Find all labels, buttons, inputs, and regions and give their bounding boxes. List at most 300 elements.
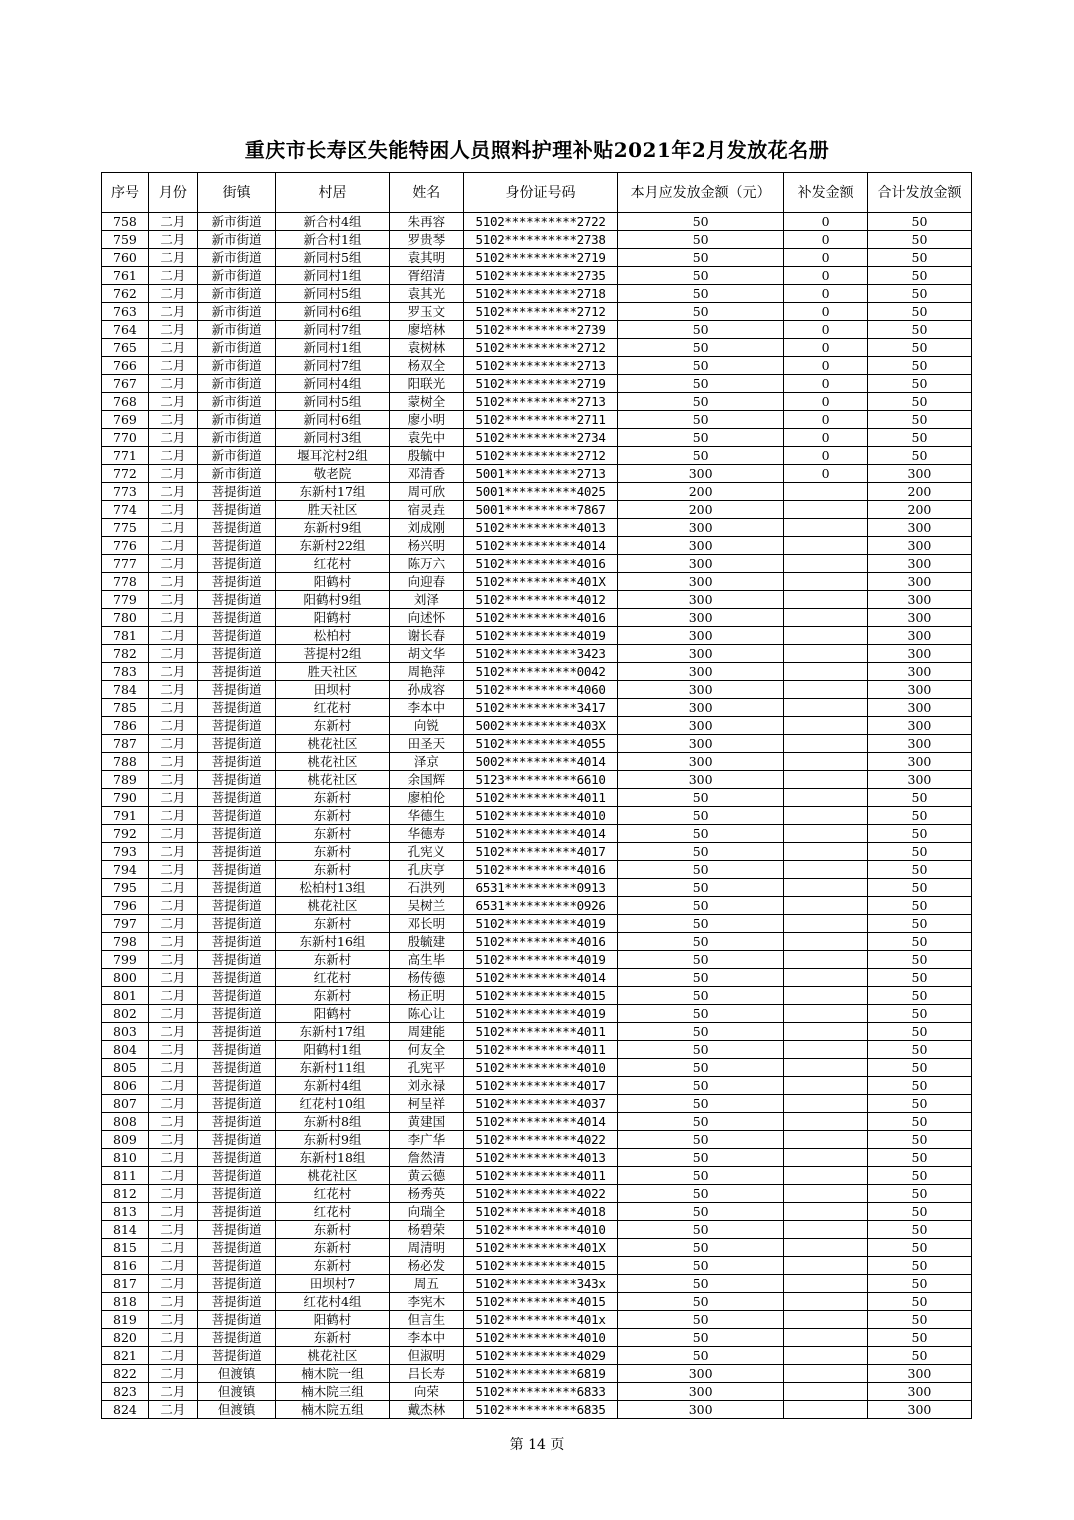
cell-month: 二月 xyxy=(148,1239,197,1257)
cell-town: 菩提街道 xyxy=(197,681,276,699)
cell-seq: 820 xyxy=(102,1329,149,1347)
cell-month: 二月 xyxy=(148,1185,197,1203)
cell-id: 5102**********0042 xyxy=(464,663,618,681)
cell-id: 5102**********4014 xyxy=(464,537,618,555)
cell-village: 新同村7组 xyxy=(276,357,389,375)
cell-total: 50 xyxy=(867,303,971,321)
cell-id: 5102**********4016 xyxy=(464,933,618,951)
table-row xyxy=(102,393,972,411)
cell-seq: 799 xyxy=(102,951,149,969)
cell-back-pay xyxy=(784,1185,868,1203)
table-row xyxy=(102,411,972,429)
cell-village: 桃花社区 xyxy=(276,735,389,753)
cell-total: 50 xyxy=(867,1347,971,1365)
cell-seq: 777 xyxy=(102,555,149,573)
cell-village: 东新村 xyxy=(276,1329,389,1347)
cell-id: 5102**********4019 xyxy=(464,951,618,969)
cell-village: 阳鹤村 xyxy=(276,573,389,591)
cell-village: 红花村 xyxy=(276,1203,389,1221)
cell-seq: 821 xyxy=(102,1347,149,1365)
cell-village: 松柏村13组 xyxy=(276,879,389,897)
cell-village: 新同村1组 xyxy=(276,339,389,357)
cell-total: 300 xyxy=(867,1401,971,1419)
cell-back-pay xyxy=(784,843,868,861)
cell-town: 菩提街道 xyxy=(197,1041,276,1059)
cell-id: 5102**********4012 xyxy=(464,591,618,609)
cell-id: 5001**********2713 xyxy=(464,465,618,483)
cell-total: 50 xyxy=(867,1167,971,1185)
cell-id: 5102**********3423 xyxy=(464,645,618,663)
col-header-town: 街镇 xyxy=(197,173,276,213)
cell-monthly-amount: 50 xyxy=(618,249,784,267)
cell-id: 5102**********4022 xyxy=(464,1185,618,1203)
cell-name: 孔宪平 xyxy=(389,1059,463,1077)
cell-town: 菩提街道 xyxy=(197,1005,276,1023)
table-row xyxy=(102,879,972,897)
table-row xyxy=(102,501,972,519)
cell-total: 50 xyxy=(867,1257,971,1275)
cell-month: 二月 xyxy=(148,1077,197,1095)
cell-back-pay: 0 xyxy=(784,447,868,465)
cell-village: 新同村5组 xyxy=(276,249,389,267)
cell-total: 50 xyxy=(867,1293,971,1311)
cell-back-pay xyxy=(784,1149,868,1167)
cell-back-pay xyxy=(784,987,868,1005)
cell-total: 50 xyxy=(867,321,971,339)
cell-seq: 819 xyxy=(102,1311,149,1329)
cell-seq: 762 xyxy=(102,285,149,303)
cell-id: 5102**********4015 xyxy=(464,1257,618,1275)
cell-town: 菩提街道 xyxy=(197,1095,276,1113)
cell-town: 菩提街道 xyxy=(197,969,276,987)
table-row xyxy=(102,573,972,591)
cell-total: 50 xyxy=(867,1041,971,1059)
cell-seq: 782 xyxy=(102,645,149,663)
cell-town: 但渡镇 xyxy=(197,1365,276,1383)
cell-back-pay xyxy=(784,609,868,627)
cell-total: 50 xyxy=(867,807,971,825)
cell-village: 菩提村2组 xyxy=(276,645,389,663)
cell-back-pay xyxy=(784,933,868,951)
cell-back-pay xyxy=(784,1023,868,1041)
cell-town: 新市街道 xyxy=(197,321,276,339)
cell-name: 周五 xyxy=(389,1275,463,1293)
page-number: 第 14 页 xyxy=(509,1437,565,1453)
table-row xyxy=(102,1113,972,1131)
cell-month: 二月 xyxy=(148,1257,197,1275)
cell-monthly-amount: 50 xyxy=(618,861,784,879)
cell-total: 300 xyxy=(867,555,971,573)
cell-village: 阳鹤村 xyxy=(276,1311,389,1329)
cell-name: 孙成容 xyxy=(389,681,463,699)
cell-name: 殷毓建 xyxy=(389,933,463,951)
cell-town: 菩提街道 xyxy=(197,1221,276,1239)
cell-name: 刘成刚 xyxy=(389,519,463,537)
cell-back-pay xyxy=(784,1257,868,1275)
header-row xyxy=(102,173,972,213)
cell-town: 菩提街道 xyxy=(197,699,276,717)
cell-back-pay: 0 xyxy=(784,357,868,375)
cell-seq: 764 xyxy=(102,321,149,339)
cell-monthly-amount: 50 xyxy=(618,987,784,1005)
cell-monthly-amount: 50 xyxy=(618,969,784,987)
cell-month: 二月 xyxy=(148,231,197,249)
cell-name: 杨传德 xyxy=(389,969,463,987)
cell-back-pay xyxy=(784,1275,868,1293)
cell-seq: 808 xyxy=(102,1113,149,1131)
table-row xyxy=(102,1203,972,1221)
cell-village: 桃花社区 xyxy=(276,771,389,789)
cell-id: 5102**********2713 xyxy=(464,393,618,411)
cell-village: 松柏村 xyxy=(276,627,389,645)
cell-village: 东新村16组 xyxy=(276,933,389,951)
cell-total: 50 xyxy=(867,411,971,429)
cell-village: 东新村4组 xyxy=(276,1077,389,1095)
cell-id: 5102**********4011 xyxy=(464,1023,618,1041)
cell-village: 敬老院 xyxy=(276,465,389,483)
cell-total: 300 xyxy=(867,573,971,591)
cell-seq: 810 xyxy=(102,1149,149,1167)
cell-village: 胜天社区 xyxy=(276,501,389,519)
cell-month: 二月 xyxy=(148,1005,197,1023)
cell-back-pay xyxy=(784,555,868,573)
cell-town: 新市街道 xyxy=(197,213,276,231)
cell-name: 殷毓中 xyxy=(389,447,463,465)
cell-town: 菩提街道 xyxy=(197,591,276,609)
table-row xyxy=(102,1023,972,1041)
table-row xyxy=(102,1365,972,1383)
cell-month: 二月 xyxy=(148,1167,197,1185)
table-row xyxy=(102,465,972,483)
col-header-total: 合计发放金额 xyxy=(867,173,971,213)
table-row xyxy=(102,681,972,699)
cell-total: 300 xyxy=(867,1365,971,1383)
cell-id: 5102**********6833 xyxy=(464,1383,618,1401)
cell-monthly-amount: 50 xyxy=(618,1203,784,1221)
table-row xyxy=(102,1293,972,1311)
cell-total: 200 xyxy=(867,501,971,519)
cell-monthly-amount: 50 xyxy=(618,1257,784,1275)
col-header-monthly-amount: 本月应发放金额（元） xyxy=(618,173,784,213)
cell-village: 东新村17组 xyxy=(276,1023,389,1041)
cell-monthly-amount: 50 xyxy=(618,879,784,897)
cell-name: 阳联光 xyxy=(389,375,463,393)
cell-village: 新同村3组 xyxy=(276,429,389,447)
cell-back-pay xyxy=(784,1221,868,1239)
cell-back-pay xyxy=(784,717,868,735)
cell-name: 杨秀英 xyxy=(389,1185,463,1203)
cell-total: 50 xyxy=(867,249,971,267)
cell-name: 朱再容 xyxy=(389,213,463,231)
cell-total: 50 xyxy=(867,915,971,933)
cell-seq: 770 xyxy=(102,429,149,447)
cell-total: 300 xyxy=(867,645,971,663)
cell-total: 50 xyxy=(867,231,971,249)
cell-monthly-amount: 300 xyxy=(618,555,784,573)
cell-monthly-amount: 50 xyxy=(618,429,784,447)
cell-seq: 798 xyxy=(102,933,149,951)
cell-month: 二月 xyxy=(148,951,197,969)
table-row xyxy=(102,717,972,735)
cell-monthly-amount: 50 xyxy=(618,303,784,321)
cell-id: 5102**********2719 xyxy=(464,375,618,393)
cell-total: 50 xyxy=(867,951,971,969)
cell-village: 东新村 xyxy=(276,789,389,807)
cell-name: 胥绍清 xyxy=(389,267,463,285)
cell-monthly-amount: 50 xyxy=(618,1005,784,1023)
cell-month: 二月 xyxy=(148,1383,197,1401)
cell-monthly-amount: 50 xyxy=(618,789,784,807)
cell-town: 菩提街道 xyxy=(197,1131,276,1149)
cell-id: 5102**********4015 xyxy=(464,987,618,1005)
cell-back-pay xyxy=(784,1329,868,1347)
cell-monthly-amount: 300 xyxy=(618,663,784,681)
cell-total: 50 xyxy=(867,1311,971,1329)
cell-village: 新同村4组 xyxy=(276,375,389,393)
cell-month: 二月 xyxy=(148,807,197,825)
cell-name: 柯呈祥 xyxy=(389,1095,463,1113)
cell-total: 300 xyxy=(867,627,971,645)
cell-back-pay xyxy=(784,915,868,933)
cell-monthly-amount: 50 xyxy=(618,411,784,429)
cell-monthly-amount: 50 xyxy=(618,807,784,825)
cell-town: 菩提街道 xyxy=(197,1023,276,1041)
cell-back-pay: 0 xyxy=(784,267,868,285)
cell-village: 阳鹤村9组 xyxy=(276,591,389,609)
cell-monthly-amount: 50 xyxy=(618,339,784,357)
cell-back-pay xyxy=(784,1131,868,1149)
cell-town: 新市街道 xyxy=(197,249,276,267)
table-row xyxy=(102,1329,972,1347)
cell-back-pay xyxy=(784,663,868,681)
table-row xyxy=(102,249,972,267)
roster-table xyxy=(101,172,972,1419)
cell-seq: 822 xyxy=(102,1365,149,1383)
cell-town: 菩提街道 xyxy=(197,1149,276,1167)
cell-name: 廖柏伦 xyxy=(389,789,463,807)
cell-monthly-amount: 50 xyxy=(618,1041,784,1059)
cell-back-pay xyxy=(784,771,868,789)
cell-id: 5102**********4019 xyxy=(464,915,618,933)
cell-back-pay xyxy=(784,1383,868,1401)
cell-monthly-amount: 300 xyxy=(618,627,784,645)
table-row xyxy=(102,321,972,339)
cell-id: 5102**********6835 xyxy=(464,1401,618,1419)
col-header-month: 月份 xyxy=(148,173,197,213)
cell-id: 5002**********4014 xyxy=(464,753,618,771)
cell-month: 二月 xyxy=(148,393,197,411)
cell-seq: 759 xyxy=(102,231,149,249)
cell-back-pay xyxy=(784,1041,868,1059)
cell-month: 二月 xyxy=(148,1311,197,1329)
cell-village: 东新村 xyxy=(276,915,389,933)
table-row xyxy=(102,1239,972,1257)
cell-village: 东新村 xyxy=(276,717,389,735)
cell-town: 菩提街道 xyxy=(197,987,276,1005)
cell-total: 50 xyxy=(867,1095,971,1113)
cell-back-pay xyxy=(784,1095,868,1113)
cell-id: 5102**********4019 xyxy=(464,627,618,645)
cell-back-pay xyxy=(784,879,868,897)
cell-id: 5102**********4011 xyxy=(464,1041,618,1059)
cell-monthly-amount: 50 xyxy=(618,1311,784,1329)
cell-month: 二月 xyxy=(148,1293,197,1311)
cell-seq: 781 xyxy=(102,627,149,645)
cell-town: 新市街道 xyxy=(197,267,276,285)
cell-seq: 775 xyxy=(102,519,149,537)
cell-name: 但淑明 xyxy=(389,1347,463,1365)
table-row xyxy=(102,231,972,249)
cell-seq: 795 xyxy=(102,879,149,897)
cell-total: 300 xyxy=(867,537,971,555)
cell-monthly-amount: 300 xyxy=(618,519,784,537)
cell-id: 5102**********4016 xyxy=(464,555,618,573)
cell-name: 詹然清 xyxy=(389,1149,463,1167)
cell-monthly-amount: 50 xyxy=(618,1023,784,1041)
cell-id: 5102**********3417 xyxy=(464,699,618,717)
cell-monthly-amount: 50 xyxy=(618,1131,784,1149)
cell-village: 新同村6组 xyxy=(276,411,389,429)
cell-total: 50 xyxy=(867,393,971,411)
table-row xyxy=(102,1131,972,1149)
cell-id: 5102**********4037 xyxy=(464,1095,618,1113)
cell-id: 5102**********2738 xyxy=(464,231,618,249)
cell-village: 东新村22组 xyxy=(276,537,389,555)
cell-monthly-amount: 50 xyxy=(618,933,784,951)
cell-id: 5102**********4018 xyxy=(464,1203,618,1221)
cell-id: 5102**********4055 xyxy=(464,735,618,753)
cell-town: 菩提街道 xyxy=(197,717,276,735)
col-header-name: 姓名 xyxy=(389,173,463,213)
cell-seq: 812 xyxy=(102,1185,149,1203)
cell-back-pay xyxy=(784,825,868,843)
cell-back-pay xyxy=(784,1239,868,1257)
cell-back-pay xyxy=(784,1167,868,1185)
cell-month: 二月 xyxy=(148,1023,197,1041)
cell-monthly-amount: 300 xyxy=(618,645,784,663)
cell-town: 新市街道 xyxy=(197,303,276,321)
cell-town: 菩提街道 xyxy=(197,1203,276,1221)
cell-total: 50 xyxy=(867,1275,971,1293)
cell-id: 5102**********4015 xyxy=(464,1293,618,1311)
cell-id: 5102**********401X xyxy=(464,1239,618,1257)
table-row xyxy=(102,861,972,879)
cell-seq: 824 xyxy=(102,1401,149,1419)
cell-total: 50 xyxy=(867,357,971,375)
cell-id: 5102**********4016 xyxy=(464,861,618,879)
cell-town: 新市街道 xyxy=(197,339,276,357)
cell-village: 新同村5组 xyxy=(276,393,389,411)
table-row xyxy=(102,1311,972,1329)
cell-total: 50 xyxy=(867,1023,971,1041)
col-header-seq: 序号 xyxy=(102,173,149,213)
cell-total: 50 xyxy=(867,1077,971,1095)
cell-back-pay: 0 xyxy=(784,231,868,249)
cell-name: 李宪木 xyxy=(389,1293,463,1311)
table-row xyxy=(102,843,972,861)
cell-seq: 817 xyxy=(102,1275,149,1293)
cell-name: 向瑞全 xyxy=(389,1203,463,1221)
cell-back-pay xyxy=(784,753,868,771)
cell-month: 二月 xyxy=(148,1329,197,1347)
cell-total: 50 xyxy=(867,789,971,807)
table-row xyxy=(102,1221,972,1239)
cell-town: 菩提街道 xyxy=(197,1167,276,1185)
cell-month: 二月 xyxy=(148,429,197,447)
cell-village: 东新村 xyxy=(276,807,389,825)
table-row xyxy=(102,339,972,357)
cell-total: 50 xyxy=(867,879,971,897)
cell-town: 菩提街道 xyxy=(197,1059,276,1077)
cell-name: 宿灵垚 xyxy=(389,501,463,519)
cell-total: 300 xyxy=(867,609,971,627)
cell-month: 二月 xyxy=(148,681,197,699)
cell-name: 吕长寿 xyxy=(389,1365,463,1383)
cell-back-pay xyxy=(784,501,868,519)
cell-total: 50 xyxy=(867,1221,971,1239)
cell-village: 东新村 xyxy=(276,951,389,969)
cell-name: 高生毕 xyxy=(389,951,463,969)
cell-monthly-amount: 50 xyxy=(618,1275,784,1293)
cell-name: 向迎春 xyxy=(389,573,463,591)
cell-total: 300 xyxy=(867,465,971,483)
roster-body xyxy=(102,213,972,1419)
cell-back-pay xyxy=(784,951,868,969)
cell-back-pay: 0 xyxy=(784,303,868,321)
cell-town: 菩提街道 xyxy=(197,663,276,681)
cell-total: 50 xyxy=(867,213,971,231)
table-row xyxy=(102,555,972,573)
cell-name: 黄云德 xyxy=(389,1167,463,1185)
cell-monthly-amount: 50 xyxy=(618,1059,784,1077)
table-row xyxy=(102,429,972,447)
cell-back-pay: 0 xyxy=(784,249,868,267)
cell-back-pay: 0 xyxy=(784,465,868,483)
cell-month: 二月 xyxy=(148,1347,197,1365)
cell-total: 50 xyxy=(867,1329,971,1347)
cell-back-pay xyxy=(784,1113,868,1131)
cell-total: 50 xyxy=(867,897,971,915)
cell-monthly-amount: 50 xyxy=(618,843,784,861)
cell-town: 菩提街道 xyxy=(197,483,276,501)
cell-village: 东新村 xyxy=(276,843,389,861)
table-row xyxy=(102,1095,972,1113)
cell-month: 二月 xyxy=(148,1275,197,1293)
col-header-id: 身份证号码 xyxy=(464,173,618,213)
cell-back-pay xyxy=(784,645,868,663)
cell-back-pay xyxy=(784,1005,868,1023)
cell-seq: 783 xyxy=(102,663,149,681)
cell-back-pay xyxy=(784,627,868,645)
table-row xyxy=(102,267,972,285)
table-row xyxy=(102,1347,972,1365)
cell-town: 菩提街道 xyxy=(197,1077,276,1095)
cell-name: 黄建国 xyxy=(389,1113,463,1131)
cell-name: 向锐 xyxy=(389,717,463,735)
cell-name: 刘永禄 xyxy=(389,1077,463,1095)
cell-month: 二月 xyxy=(148,213,197,231)
table-row xyxy=(102,375,972,393)
cell-monthly-amount: 300 xyxy=(618,681,784,699)
cell-month: 二月 xyxy=(148,1203,197,1221)
cell-id: 5102**********4014 xyxy=(464,1113,618,1131)
table-row xyxy=(102,789,972,807)
cell-id: 5102**********4060 xyxy=(464,681,618,699)
cell-month: 二月 xyxy=(148,897,197,915)
cell-monthly-amount: 200 xyxy=(618,483,784,501)
cell-town: 新市街道 xyxy=(197,231,276,249)
cell-month: 二月 xyxy=(148,915,197,933)
